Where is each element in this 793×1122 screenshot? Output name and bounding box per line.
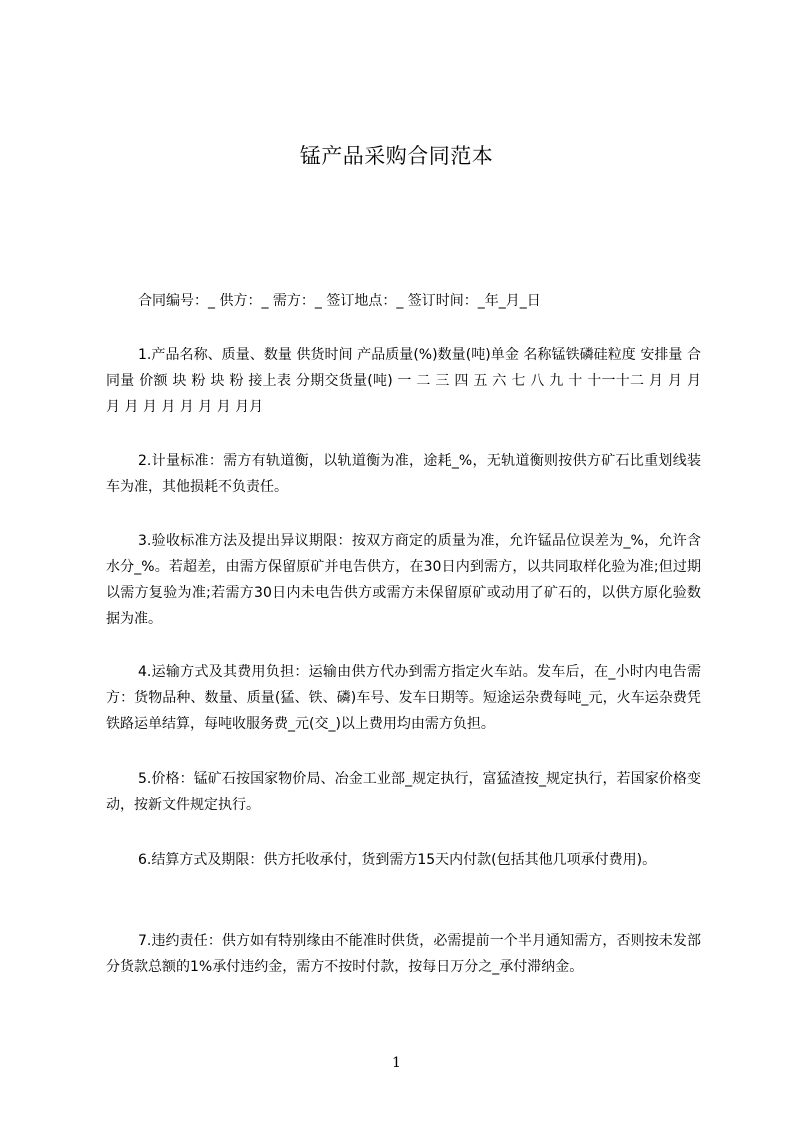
clause-5: 5.价格：锰矿石按国家物价局、冶金工业部_规定执行，富猛渣按_规定执行，若国家价格变动，按新文件规定执行。: [106, 771, 701, 813]
clause-4: 4.运输方式及其费用负担：运输由供方代办到需方指定火车站。发车后，在_小时内电告需方：货物品种、数量、质量(猛、铁、磷)车号、发车日期等。短途运杂费每吨_元，火车运杂费凭铁路运单结算，每吨收服务费_元(交_)以上费用均由需方负担。: [106, 664, 701, 732]
page-number: 1: [392, 1055, 401, 1071]
clause-1: 1.产品名称、质量、数量 供货时间 产品质量(%)数量(吨)单金 名称锰铁磷硅粒度 安排量 合同量 价额 块 粉 块 粉 接上表 分期交货量(吨) 一 二 三 四 五 六 七 八 九 十 十一十二 月 月 月 月 月 月 月 月 月 月 月月: [106, 347, 701, 415]
clause-7: 7.违约责任：供方如有特别缘由不能准时供货，必需提前一个半月通知需方，否则按未发部分货款总额的1%承付违约金，需方不按时付款，按每日万分之_承付滞纳金。: [106, 933, 701, 975]
document-title: 锰产品采购合同范本: [299, 144, 494, 168]
clause-2: 2.计量标准：需方有轨道衡，以轨道衡为准，途耗_%，无轨道衡则按供方矿石比重划线装车为准，其他损耗不负责任。: [106, 453, 701, 495]
clause-6: 6.结算方式及期限：供方托收承付，货到需方15天内付款(包括其他几项承付费用)。: [138, 852, 657, 868]
contract-header-line: 合同编号：_ 供方：_ 需方：_ 签订地点：_ 签订时间：_年_月_日: [138, 293, 541, 309]
clause-3: 3.验收标准方法及提出异议期限：按双方商定的质量为准，允许锰品位误差为_%，允许含水分_%。若超差，由需方保留原矿并电告供方，在30日内到需方，以共同取样化验为准;但过期以需方复验为准;若需方30日内未电告供方或需方未保留原矿或动用了矿石的，以供方原化验数据为准。: [106, 533, 701, 627]
